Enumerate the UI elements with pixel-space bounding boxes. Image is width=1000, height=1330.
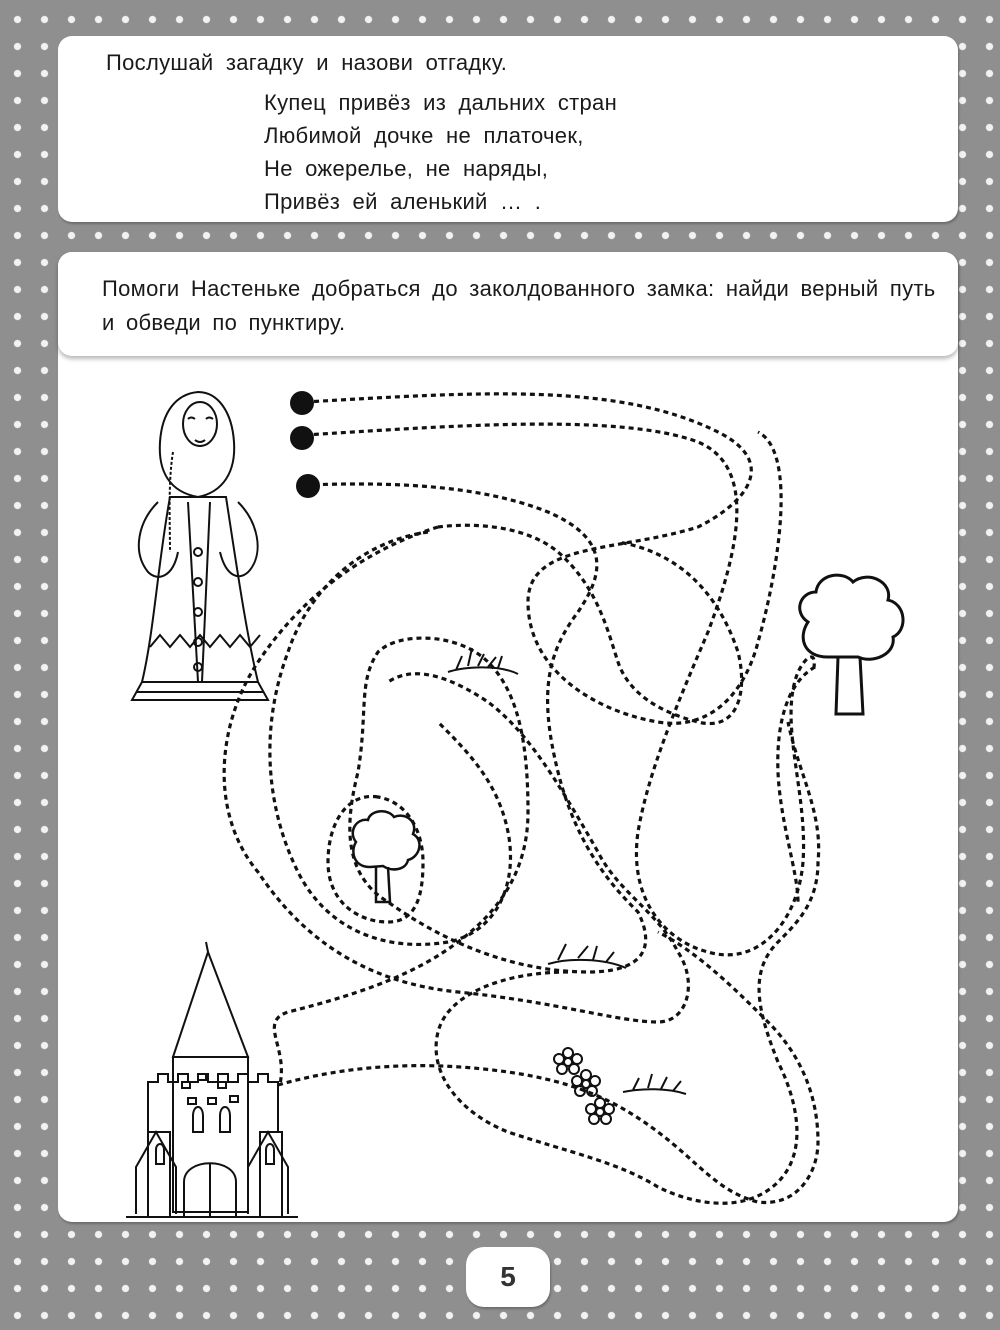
task-header	[58, 252, 958, 356]
maze-loop-lower[interactable]	[436, 722, 819, 1203]
maze-path-to-tree[interactable]	[778, 667, 815, 902]
riddle-instruction: Послушай загадку и назови отгадку.	[106, 50, 508, 75]
maze-loop-outer[interactable]	[224, 527, 688, 1022]
page-number: 5	[466, 1247, 550, 1307]
start-dot[interactable]	[290, 426, 314, 450]
start-dot[interactable]	[290, 391, 314, 415]
poem-line: Привёз ей аленький … .	[264, 189, 542, 214]
tree-icon	[800, 575, 903, 714]
maze-path-3[interactable]	[274, 484, 645, 1084]
task-instruction: Помоги Настеньке добраться до заколдованного замка: найди верный путь и обведи по пунктиру.	[102, 276, 936, 335]
riddle-poem	[264, 86, 617, 218]
poem-line: Любимой дочке не платочек,	[264, 123, 584, 148]
poem-line: Не ожерелье, не наряды,	[264, 156, 549, 181]
start-dot[interactable]	[296, 474, 320, 498]
girl-icon	[132, 392, 268, 700]
grass-icon	[623, 1074, 686, 1094]
castle-icon	[126, 942, 298, 1217]
maze-task-panel	[58, 252, 958, 1222]
maze-illustration	[58, 252, 958, 1222]
maze-loop-upper[interactable]	[438, 525, 742, 723]
grass-icon	[448, 648, 518, 674]
flowers-icon	[554, 1048, 614, 1124]
maze-path-1[interactable]	[305, 394, 781, 723]
tree-icon	[353, 811, 420, 902]
poem-line: Купец привёз из дальних стран	[264, 90, 618, 115]
riddle-panel	[58, 36, 958, 222]
grass-icon	[548, 944, 626, 968]
maze-loop-left[interactable]	[270, 532, 511, 944]
